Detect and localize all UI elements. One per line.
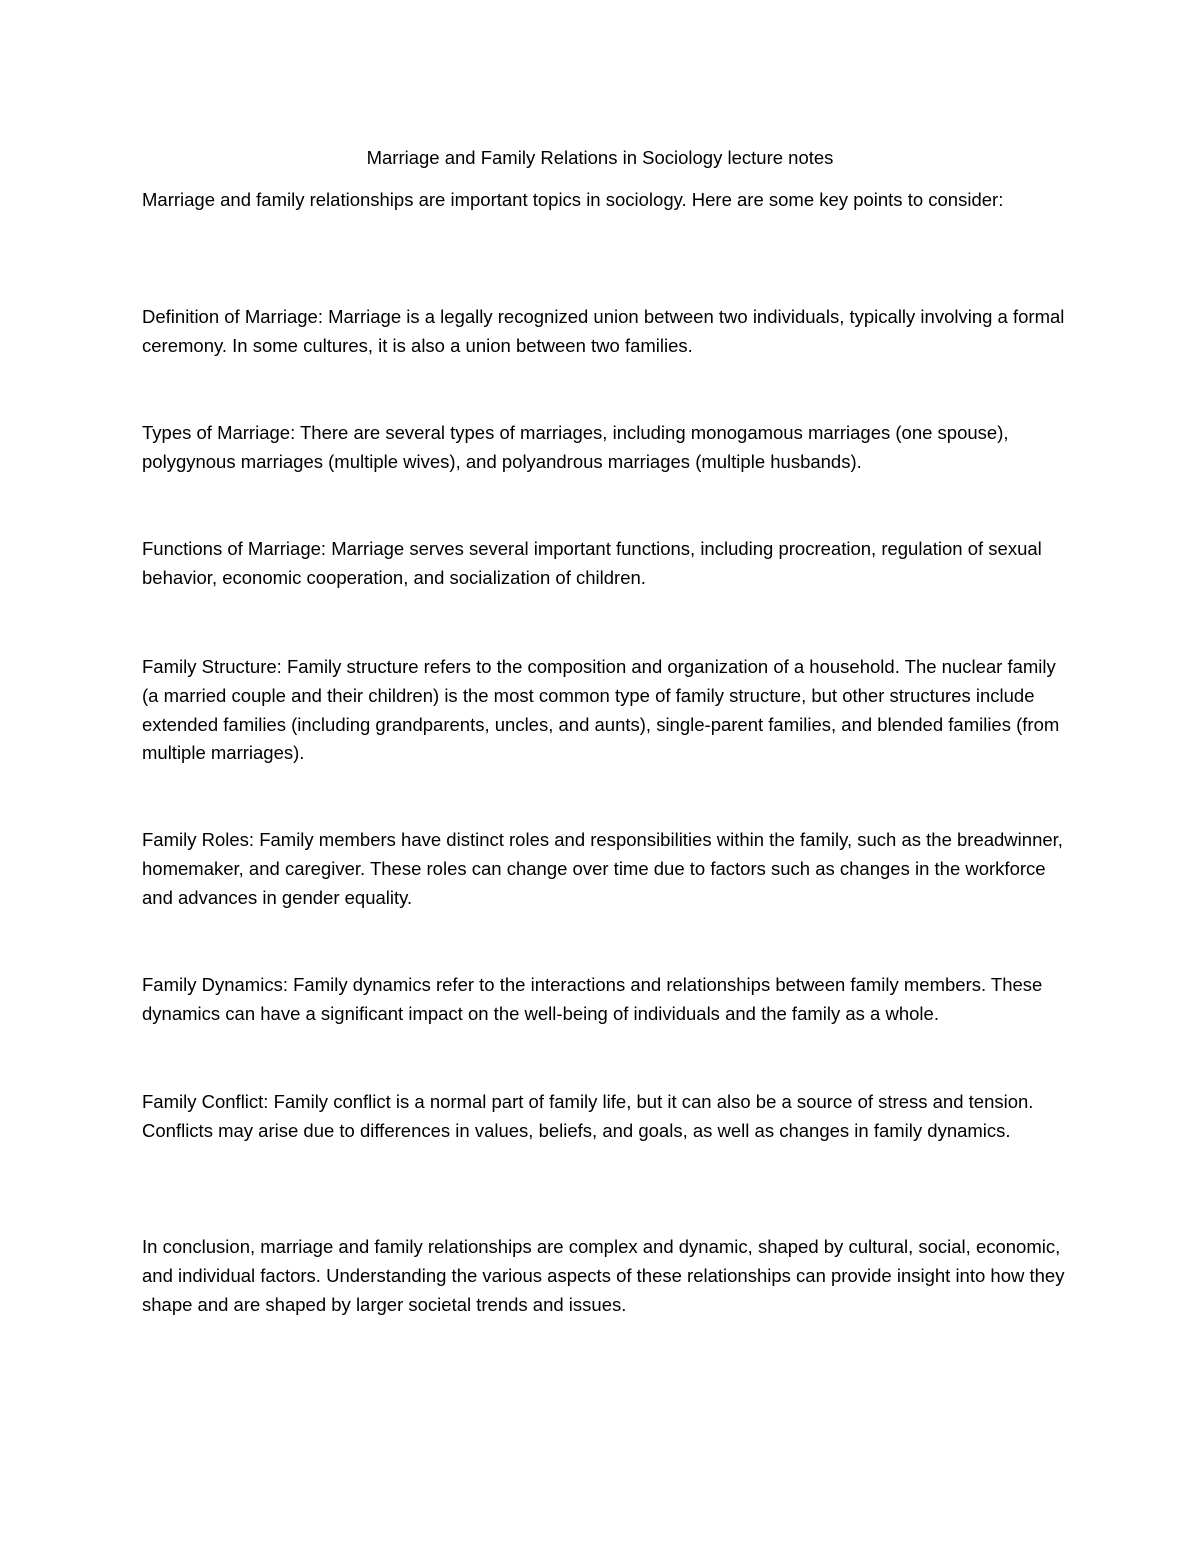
intro-paragraph: Marriage and family relationships are important topics in sociology. Here are some key points to consider: — [142, 189, 1004, 210]
paragraph-types-of-marriage: Types of Marriage: There are several types of marriages, including monogamous marriages (one spouse), polygynous marriages (multiple wives), and polyandrous marriages (multiple husbands). — [142, 422, 1009, 472]
paragraph-family-roles: Family Roles: Family members have distinct roles and responsibilities within the family, such as the breadwinner, homemaker, and caregiver. These roles can change over time due to factors such as changes in the workforce and advances in gender equality. — [142, 829, 1063, 908]
paragraph-functions-of-marriage: Functions of Marriage: Marriage serves several important functions, including procreation, regulation of sexual behavior, economic cooperation, and socialization of children. — [142, 538, 1042, 588]
paragraph-family-dynamics: Family Dynamics: Family dynamics refer to the interactions and relationships between family members. These dynamics can have a significant impact on the well-being of individuals and the family as a whole. — [142, 974, 1043, 1024]
paragraph-family-structure: Family Structure: Family structure refers to the composition and organization of a household. The nuclear family (a married couple and their children) is the most common type of family structure, but other structures include extended families (including grandparents, uncles, and aunts), single-parent families, and blended families (from multiple marriages). — [142, 656, 1060, 764]
paragraph-definition-of-marriage: Definition of Marriage: Marriage is a legally recognized union between two individuals, typically involving a formal ceremony. In some cultures, it is also a union between two families. — [142, 306, 1065, 356]
document-title: Marriage and Family Relations in Sociology lecture notes — [366, 147, 834, 168]
paragraph-conclusion: In conclusion, marriage and family relationships are complex and dynamic, shaped by cultural, social, economic, and individual factors. Understanding the various aspects of these relationships can provide insight into how they shape and are shaped by larger societal trends and issues. — [142, 1236, 1065, 1315]
paragraph-family-conflict: Family Conflict: Family conflict is a normal part of family life, but it can also be a source of stress and tension. Conflicts may arise due to differences in values, beliefs, and goals, as well as changes in family dynamics. — [142, 1091, 1034, 1141]
